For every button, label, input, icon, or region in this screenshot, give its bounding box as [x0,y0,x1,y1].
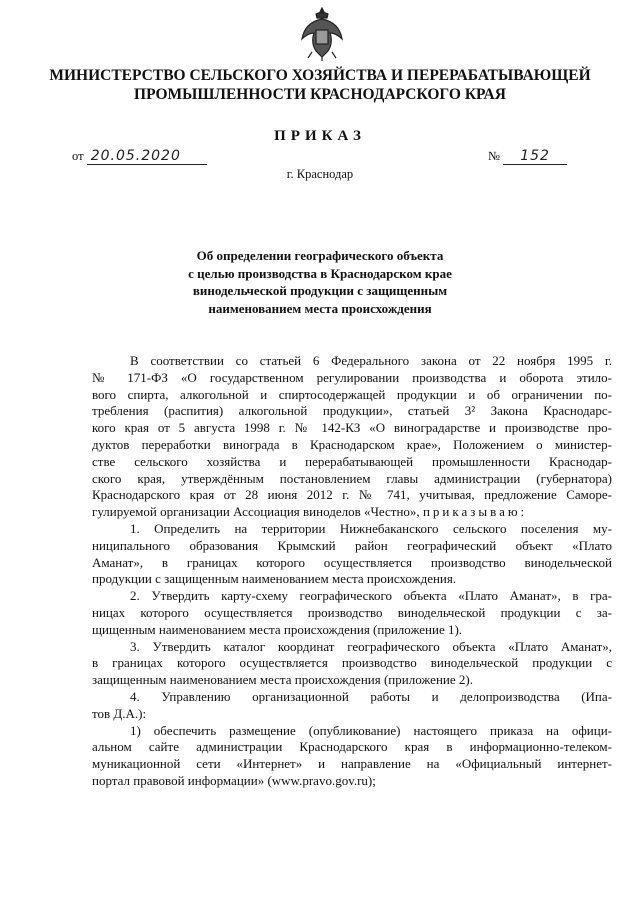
order-subject [140,247,500,317]
text-line: № 171-ФЗ «О государственном регулировании производства и оборота этило- [92,369,612,385]
text-line: альном сайте администрации Краснодарского края в информационно-телеком- [92,739,612,755]
item-4-1-paragraph [92,723,612,790]
preamble-paragraph [92,353,612,521]
number-prefix: № [488,149,500,163]
city-label: г. Краснодар [286,167,354,181]
text-line: кого края от 5 августа 1998 г. № 142-КЗ «О виноградарстве и производстве про- [92,420,612,436]
text-line: требления (распития) алкогольной продукции», статьей 3² Закона Краснодарс- [92,403,612,419]
item-1-paragraph [92,521,612,588]
text-line: В соответствии со статьей 6 Федерального закона от 22 ноября 1995 г. [130,353,612,368]
text-line: продукции с защищенным наименованием места происхождения. [92,571,457,587]
ministry-name-line1: МИНИСТЕРСТВО СЕЛЬСКОГО ХОЗЯЙСТВА И ПЕРЕРАБАТЫВАЮЩЕЙ [49,67,591,84]
text-line: 2. Утвердить карту-схему географического объекта «Плато Аманат», в гра- [130,588,612,604]
text-line: 4. Управлению организационной работы и делопроизводства (Ипа- [130,688,612,704]
preamble-last-text: гулируемой организации Ассоциация виноделов «Честно», [92,504,420,520]
text-line: муникационной сети «Интернет» и направление на «Официальный интернет- [92,756,612,772]
order-date: 20.05.2020 [87,148,207,165]
text-line: вого спирта, алкогольной и спиртосодержащей продукции и об ограничении по- [92,386,612,402]
item-3-paragraph [92,639,612,689]
order-number-row [488,148,567,165]
text-line: защищенным наименованием места происхождения (приложение 2). [92,672,473,688]
text-line: 1) обеспечить размещение (опубликование) настоящего приказа на офици- [130,722,612,738]
date-prefix: от [72,149,84,163]
text-line: в границах которого осуществляется производство винодельческой продукции с [92,655,612,671]
text-line: 3. Утвердить каталог координат географического объекта «Плато Аманат», [130,638,612,654]
text-line: Краснодарского края от 28 июня 2012 г. № 741, учитывая, предложение Саморе- [92,487,612,503]
order-number: 152 [503,148,567,165]
text-line [92,504,612,521]
text-line: портал правовой информации» (www.pravo.gov.ru); [92,772,376,788]
subject-line: винодельческой продукции с защищенным [192,283,448,298]
text-line: ниципального образования Крымский район географический объект «Плато [92,537,612,553]
item-2-paragraph [92,588,612,638]
order-body [92,353,612,790]
subject-line: с целью производства в Краснодарском крае [188,265,452,281]
text-line: стве сельского хозяйства и перерабатывающей промышленности Краснодар- [92,453,612,469]
text-line: дуктов переработки винограда в Краснодарском крае», Положением о министер- [92,436,612,452]
order-date-row [72,148,207,165]
text-line: тов Д.А.): [92,705,147,721]
text-line: 1. Определить на территории Нижнебаканского сельского поселения му- [130,520,612,536]
item-4-paragraph [92,689,612,723]
order-title: ПРИКАЗ [274,128,366,144]
subject-line: Об определении географического объекта [196,248,444,263]
text-line: щищенным наименованием места происхождения (приложение 1). [92,621,463,637]
text-line: ницах которого осуществляется производство винодельческой продукции с за- [92,604,612,620]
order-directive: приказываю: [422,504,528,520]
text-line: Аманат», в границах которого осуществляется производство винодельческой [92,554,612,570]
ministry-name-line2: ПРОМЫШЛЕННОСТИ КРАСНОДАРСКОГО КРАЯ [134,86,506,103]
subject-line: наименованием места происхождения [208,300,432,316]
coat-of-arms-emblem [300,6,344,62]
text-line: ского края, утверждённым постановлением главы администрации (губернатора) [92,470,612,486]
